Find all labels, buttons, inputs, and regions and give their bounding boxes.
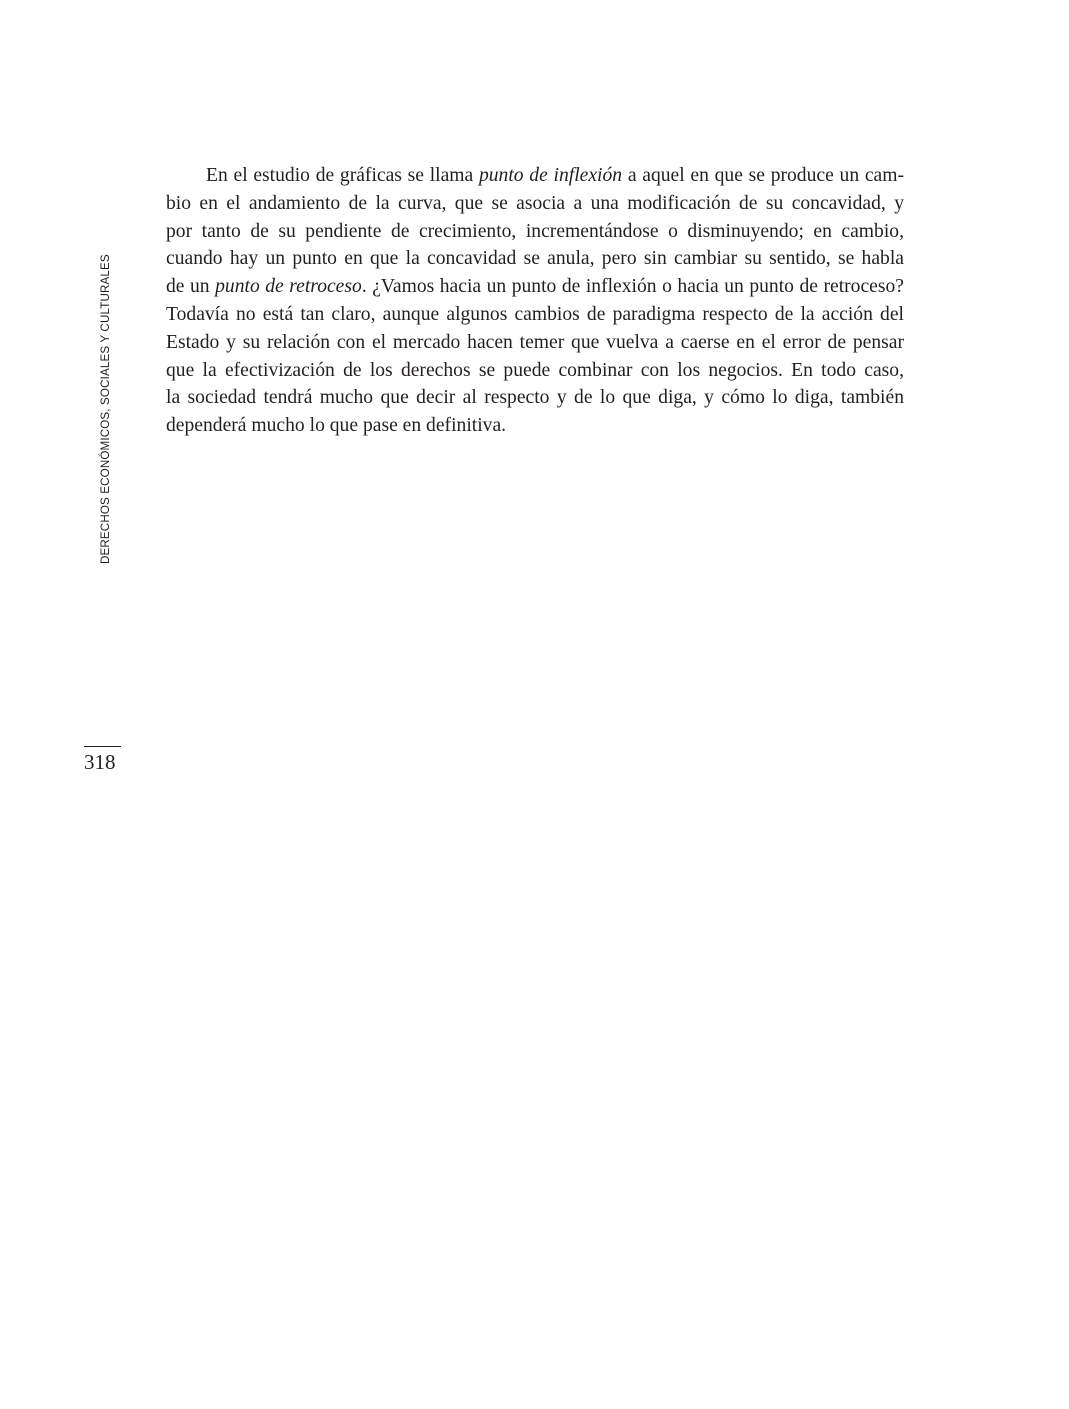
text-line-10: dependerá mucho lo que pase en definitiva.	[166, 415, 507, 437]
text-line-2: bio en el andamiento de la curva, que se asocia a una modificación de su concavidad, y	[166, 192, 904, 214]
page-number: 318	[84, 750, 116, 774]
text-line-1: En el estudio de gráficas se llama punto de inflexión a aquel en que se produce un cam-	[206, 165, 905, 186]
text-line-9: la sociedad tendrá mucho que decir al respecto y de lo que diga, y cómo lo diga, también	[166, 387, 904, 409]
body-paragraph	[166, 162, 904, 440]
text-line-5: de un punto de retroceso. ¿Vamos hacia un punto de inflexión o hacia un punto de retroceso?	[166, 276, 904, 298]
page-number-rule	[84, 746, 121, 747]
italic-term: punto de retroceso	[215, 276, 362, 298]
text-line-8: que la efectivización de los derechos se puede combinar con los negocios. En todo caso,	[166, 359, 904, 381]
text-line-4: cuando hay un punto en que la concavidad se anula, pero sin cambiar su sentido, se habla	[166, 248, 904, 270]
text-line-7: Estado y su relación con el mercado hacen temer que vuelva a caerse en el error de pensar	[166, 331, 904, 353]
running-head: DERECHOS ECONÓMICOS, SOCIALES Y CULTURALES	[99, 254, 112, 564]
italic-term: punto de inflexión	[478, 165, 623, 186]
text-line-3: por tanto de su pendiente de crecimiento, incrementándose o disminuyendo; en cambio,	[166, 220, 904, 242]
text-line-6: Todavía no está tan claro, aunque algunos cambios de paradigma respecto de la acción del	[166, 303, 904, 325]
